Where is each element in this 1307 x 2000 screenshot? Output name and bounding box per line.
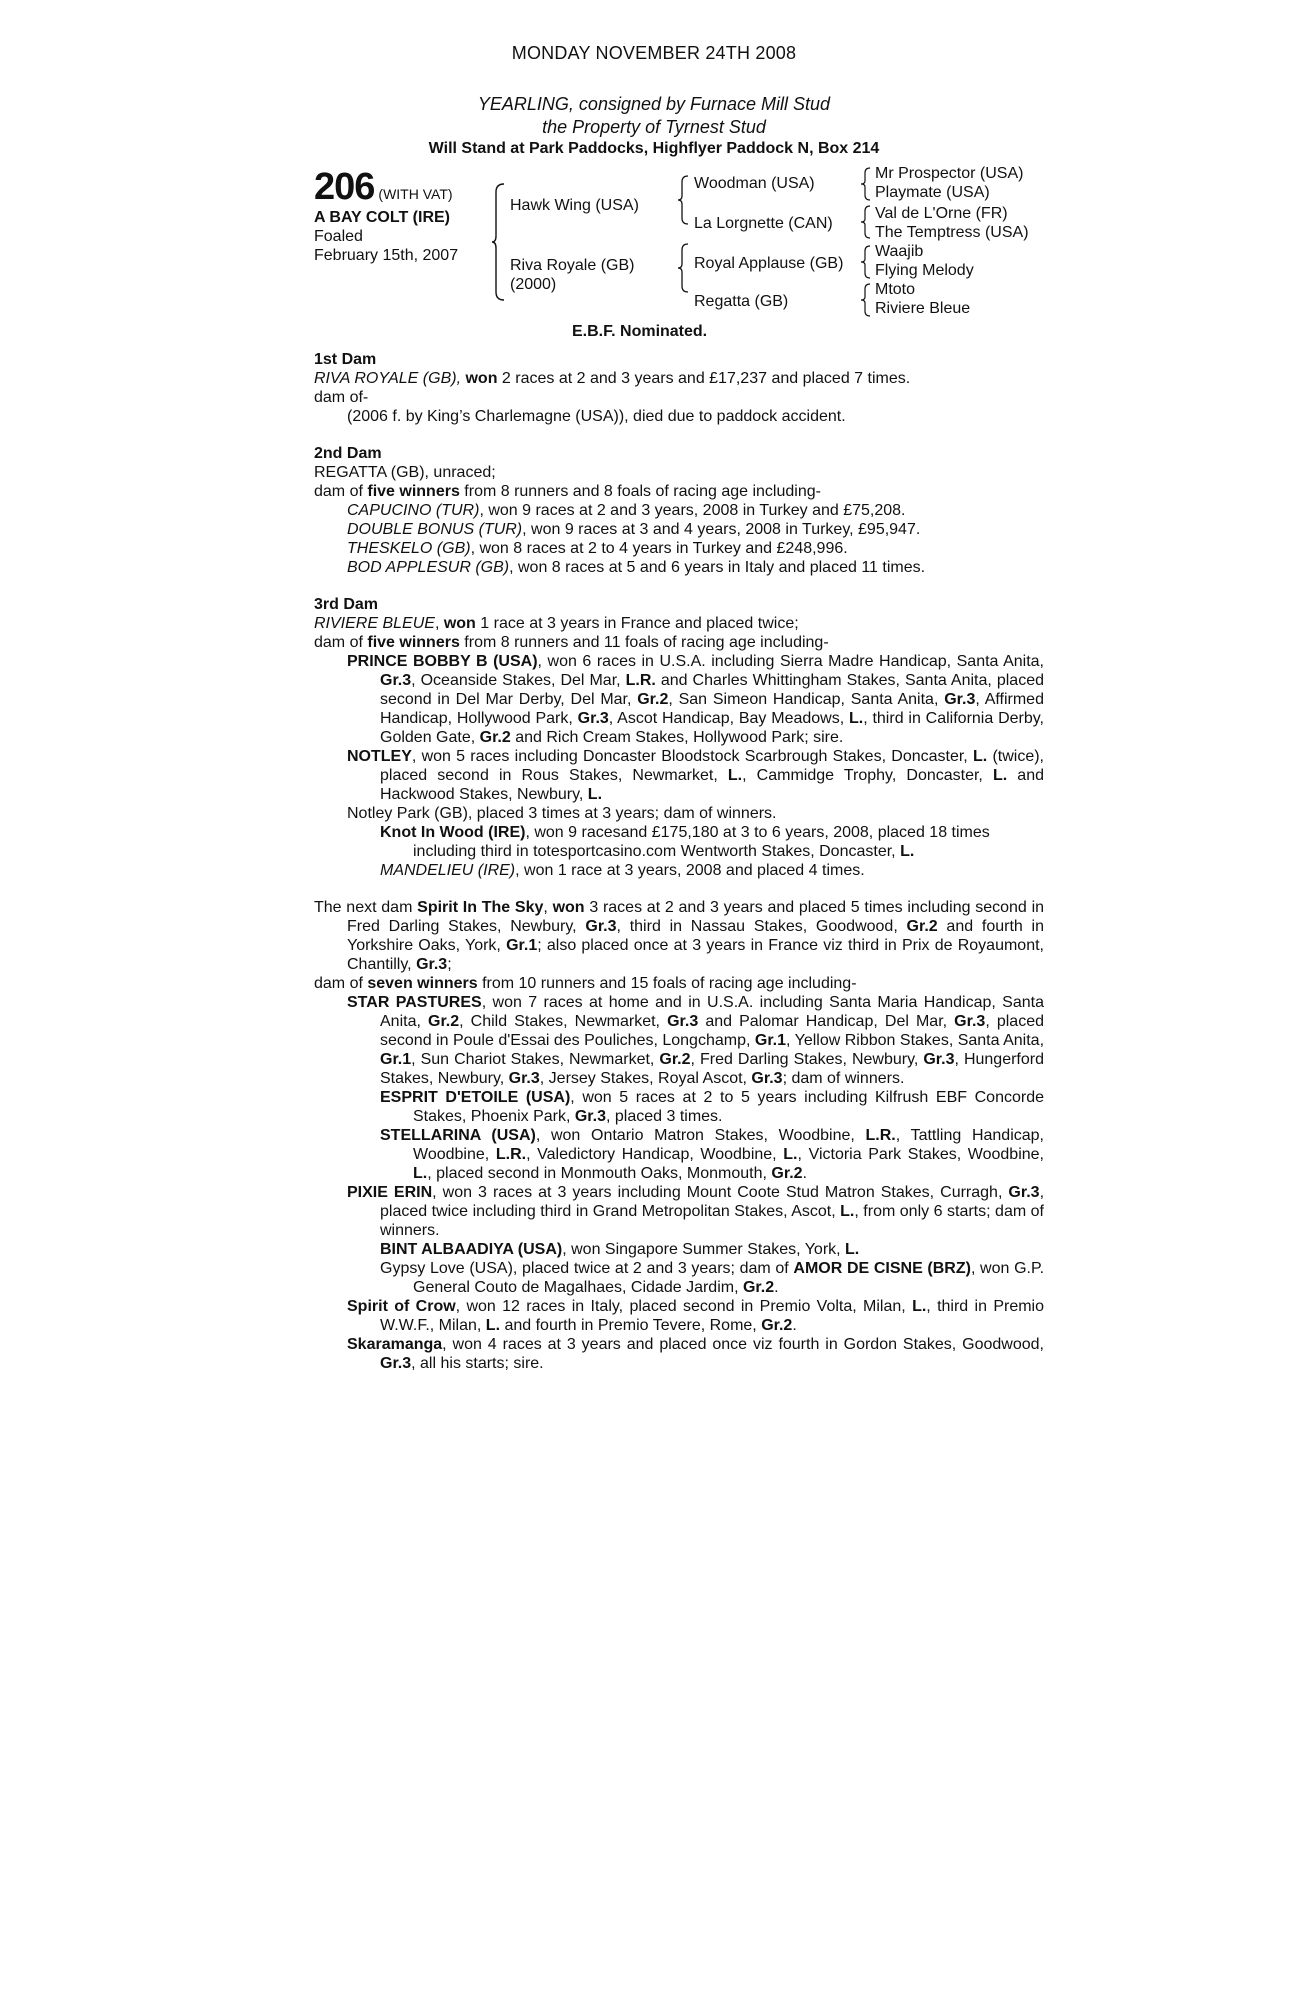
list-item: DOUBLE BONUS (TUR), won 9 races at 3 and 4 years, 2008 in Turkey, £95,947. [347,521,921,538]
dam [510,256,634,294]
list-item: PIXIE ERIN, won 3 races at 3 years including Mount Coote Stud Matron Stakes, Curragh, Gr.3, placed twice including third in Grand Metropolitan Stakes, Ascot, L., from only 6 starts; dam of winners. [347,1184,1045,1239]
consignment-line: YEARLING, consigned by Furnace Mill Stud [477,94,831,114]
list-item: BOD APPLESUR (GB), won 8 races at 5 and 6 years in Italy and placed 11 times. [347,559,926,576]
foaled-date: February 15th, 2007 [314,247,459,264]
lot-number: 206 [314,166,375,208]
pedigree-brace-dam [678,242,690,294]
property-line: the Property of Tyrnest Stud [542,117,766,137]
list-item: STELLARINA (USA), won Ontario Matron Stakes, Woodbine, L.R., Tattling Handicap, Woodbine, L.R., Valedictory Handicap, Woodbine, L., Victoria Park Stakes, Woodbine, L., placed second in Monmouth Oaks, Monmouth, Gr.2. [380,1127,1044,1182]
pedigree-brace-ss [860,166,872,202]
dss: Waajib [875,243,924,260]
catalogue-page [314,44,1044,1373]
sire-dam: La Lorgnette (CAN) [694,215,833,232]
list-item: Notley Park (GB), placed 3 times at 3 years; dam of winners. [347,805,777,822]
first-dam-heading: 1st Dam [314,351,377,368]
second-dam-section [314,444,1044,577]
list-item: Skaramanga, won 4 races at 3 years and placed once viz fourth in Gordon Stakes, Goodwood, Gr.3, all his starts; sire. [347,1336,1044,1372]
first-dam-damof: dam of- [314,389,369,406]
next-dam-record: The next dam Spirit In The Sky, won 3 races at 2 and 3 years and placed 5 times including second in Fred Darling Stakes, Newbury, Gr.3, third in Nassau Stakes, Goodwood, Gr.2 and fourth in Yorkshire Oaks, York, Gr.1; also placed once at 3 years in France viz third in Prix de Royaumont, Chantilly, Gr.3; [314,899,1045,973]
pedigree-block [314,165,1044,342]
pedigree-brace-main [492,182,506,302]
foaled-label: Foaled [314,228,363,245]
sdd: The Temptress (USA) [875,224,1029,241]
list-item: PRINCE BOBBY B (USA), won 6 races in U.S.A. including Sierra Madre Handicap, Santa Anita, Gr.3, Oceanside Stakes, Del Mar, L.R. and Charles Whittingham Stakes, Santa Anita, placed second in Del Mar Derby, Del Mar, Gr.2, San Simeon Handicap, Santa Anita, Gr.3, Affirmed Handicap, Hollywood Park, Gr.3, Ascot Handicap, Bay Meadows, L., third in California Derby, Golden Gate, Gr.2 and Rich Cream Stakes, Hollywood Park; sire. [347,653,1045,746]
lot-info [314,166,459,265]
list-item: BINT ALBAADIYA (USA), won Singapore Summer Stakes, York, L. [380,1241,860,1258]
third-dam-record: RIVIERE BLEUE, won 1 race at 3 years in France and placed twice; [314,615,799,632]
third-dam-heading: 3rd Dam [314,596,379,613]
sds: Val de L'Orne (FR) [875,205,1008,222]
dsd: Flying Melody [875,262,974,279]
list-item: Knot In Wood (IRE), won 9 racesand £175,180 at 3 to 6 years, 2008, placed 18 times including third in totesportcasino.com Wentworth Stakes, Doncaster, L. [380,824,990,860]
next-dam-section [314,898,1044,1373]
dam-year: (2000) [510,276,557,293]
second-dam-damof: dam of five winners from 8 runners and 8 foals of racing age including- [314,483,821,500]
list-item: CAPUCINO (TUR), won 9 races at 2 and 3 years, 2008 in Turkey and £75,208. [347,502,906,519]
sire-sire: Woodman (USA) [694,175,815,192]
dam-sire: Royal Applause (GB) [694,255,844,272]
pedigree-brace-sd [860,204,872,240]
dam-dam: Regatta (GB) [694,293,789,310]
list-item: NOTLEY, won 5 races including Doncaster Bloodstock Scarbrough Stakes, Doncaster, L. (twice), placed second in Rous Stakes, Newmarket, L., Cammidge Trophy, Doncaster, L. and Hackwood Stakes, Newbury, L. [347,748,1045,803]
list-item: STAR PASTURES, won 7 races at home and in U.S.A. including Santa Maria Handicap, Santa Anita, Gr.2, Child Stakes, Newmarket, Gr.3 and Palomar Handicap, Del Mar, Gr.3, placed second in Poule d'Essai des Pouliches, Longchamp, Gr.1, Yellow Ribbon Stakes, Santa Anita, Gr.1, Sun Chariot Stakes, Newmarket, Gr.2, Fred Darling Stakes, Newbury, Gr.3, Hungerford Stakes, Newbury, Gr.3, Jersey Stakes, Royal Ascot, Gr.3; dam of winners. [347,994,1045,1087]
ddd: Riviere Bleue [875,300,971,317]
ssd: Playmate (USA) [875,184,990,201]
pedigree-brace-dd [860,282,872,318]
dam-name: Riva Royale (GB) [510,257,635,274]
lot-name: A BAY COLT (IRE) [314,209,451,226]
sale-date: MONDAY NOVEMBER 24TH 2008 [511,43,797,63]
first-dam-section [314,350,1044,426]
second-dam-line: REGATTA (GB), unraced; [314,464,496,481]
vat-note: (WITH VAT) [378,186,453,202]
first-dam-record: RIVA ROYALE (GB), won 2 races at 2 and 3 years and £17,237 and placed 7 times. [314,370,911,387]
next-dam-damof: dam of seven winners from 10 runners and 15 foals of racing age including- [314,975,857,992]
ebf-nomination: E.B.F. Nominated. [572,323,708,340]
stand-location: Will Stand at Park Paddocks, Highflyer Paddock N, Box 214 [428,140,880,157]
third-dam-section [314,595,1044,880]
first-dam-produce: (2006 f. by King’s Charlemagne (USA)), died due to paddock accident. [347,408,846,425]
list-item: MANDELIEU (IRE), won 1 race at 3 years, 2008 and placed 4 times. [380,862,865,879]
sss: Mr Prospector (USA) [875,165,1024,182]
pedigree-brace-sire [678,174,690,226]
list-item: Spirit of Crow, won 12 races in Italy, placed second in Premio Volta, Milan, L., third in Premio W.W.F., Milan, L. and fourth in Premio Tevere, Rome, Gr.2. [347,1298,1044,1334]
list-item: ESPRIT D'ETOILE (USA), won 5 races at 2 to 5 years including Kilfrush EBF Concorde Stakes, Phoenix Park, Gr.3, placed 3 times. [380,1089,1044,1125]
third-dam-damof: dam of five winners from 8 runners and 11 foals of racing age including- [314,634,829,651]
dds: Mtoto [875,281,916,298]
list-item: THESKELO (GB), won 8 races at 2 to 4 years in Turkey and £248,996. [347,540,848,557]
second-dam-heading: 2nd Dam [314,445,382,462]
list-item: Gypsy Love (USA), placed twice at 2 and 3 years; dam of AMOR DE CISNE (BRZ), won G.P. General Couto de Magalhaes, Cidade Jardim, Gr.2. [380,1260,1045,1296]
sire: Hawk Wing (USA) [510,197,639,214]
pedigree-brace-ds [860,244,872,280]
